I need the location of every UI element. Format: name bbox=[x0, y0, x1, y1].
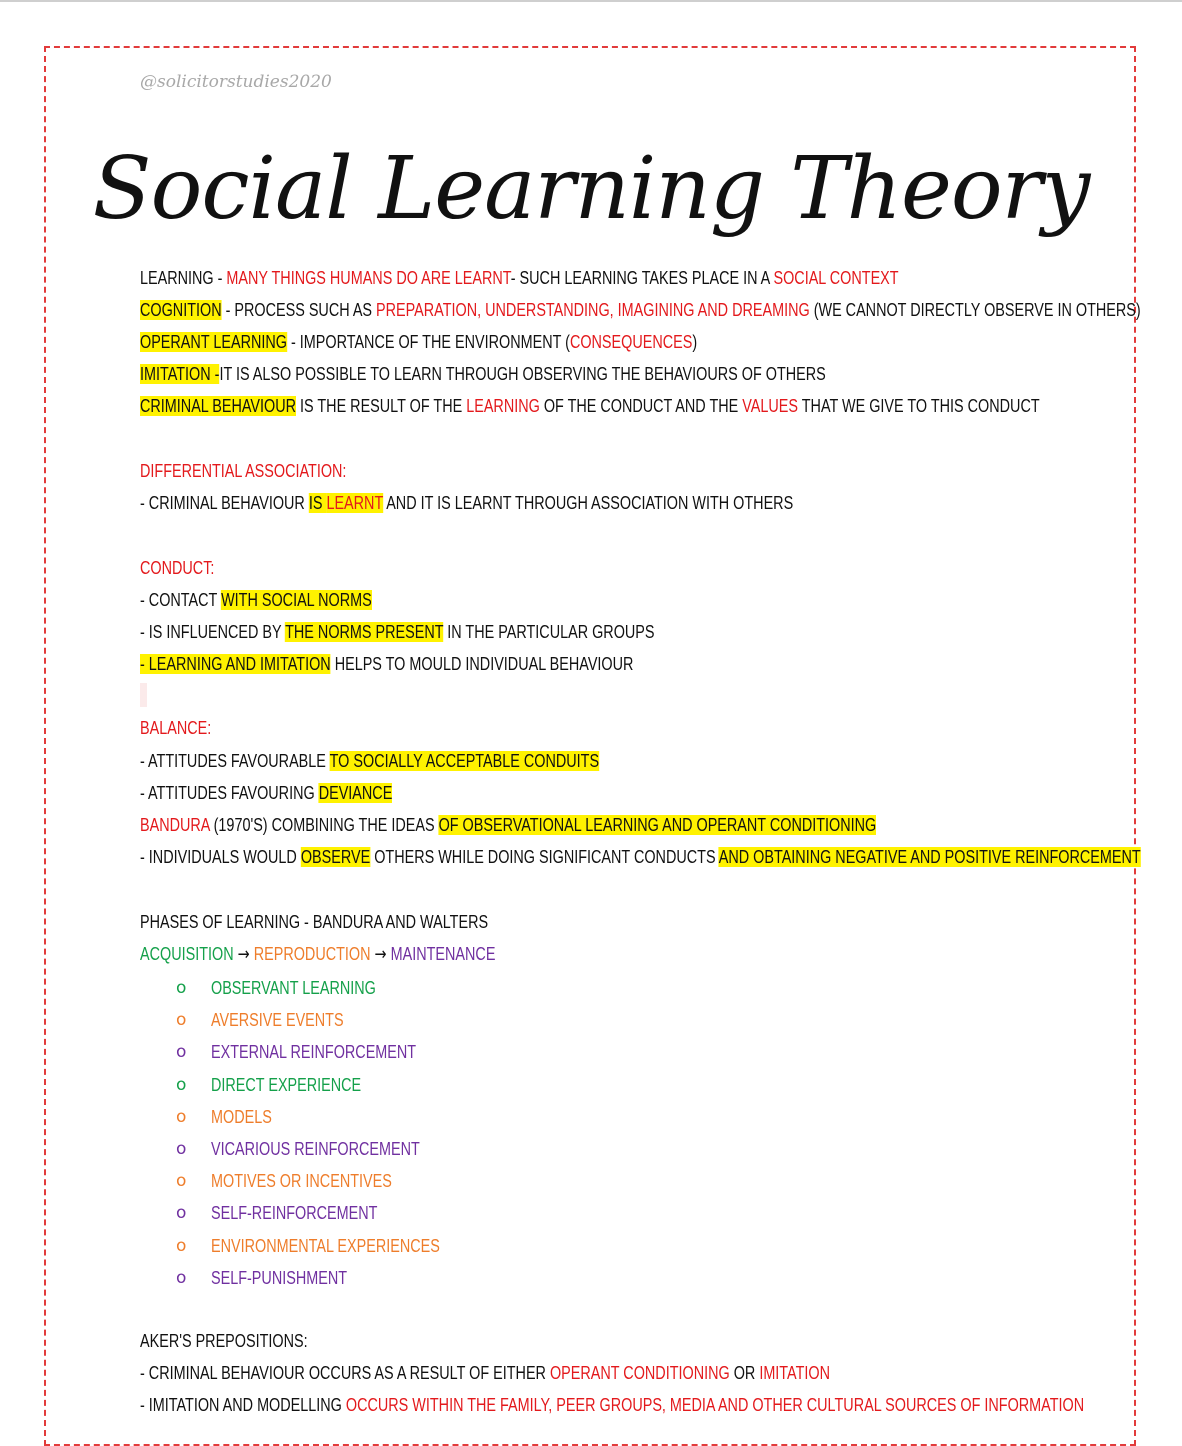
phase-list-item: EXTERNAL REINFORCEMENT bbox=[211, 1042, 417, 1062]
conduct-text-2a: - IS INFLUENCED BY bbox=[140, 622, 286, 642]
bullet-circle-icon: o bbox=[176, 1236, 187, 1256]
criminal-label: CRIMINAL BEHAVIOUR bbox=[140, 396, 297, 416]
phases-heading: PHASES OF LEARNING - BANDURA AND WALTERS bbox=[140, 912, 489, 932]
phase-list-item: DIRECT EXPERIENCE bbox=[211, 1075, 362, 1095]
bullet-circle-icon: o bbox=[176, 1139, 187, 1159]
conduct-heading: CONDUCT: bbox=[140, 558, 215, 578]
differential-hl-1: IS bbox=[308, 493, 327, 513]
phase-list-item: SELF-REINFORCEMENT bbox=[211, 1203, 378, 1223]
aker-line-1 bbox=[140, 1361, 830, 1385]
criminal-red-1: LEARNING bbox=[466, 396, 540, 416]
maintenance-label: MAINTENANCE bbox=[390, 944, 496, 964]
bandura-label: BANDURA bbox=[140, 815, 210, 835]
differential-hl-red: LEARNT bbox=[326, 493, 383, 513]
balance-hl-1: TO SOCIALLY ACCEPTABLE CONDUITS bbox=[329, 751, 600, 771]
differential-text-a: - CRIMINAL BEHAVIOUR bbox=[140, 493, 309, 513]
differential-text-b: AND IT IS LEARNT THROUGH ASSOCIATION WITH OTHERS bbox=[383, 493, 794, 513]
balance-text-1: - ATTITUDES FAVOURABLE bbox=[140, 751, 330, 771]
reproduction-label: REPRODUCTION bbox=[253, 944, 371, 964]
criminal-mid-1: IS THE RESULT OF THE bbox=[296, 396, 467, 416]
bullet-circle-icon: o bbox=[176, 1203, 187, 1223]
watermark: @solicitorstudies2020 bbox=[140, 72, 332, 92]
bullet-circle-icon: o bbox=[176, 1171, 187, 1191]
balance-line-2 bbox=[140, 781, 392, 805]
acquisition-label: ACQUISITION bbox=[140, 944, 234, 964]
balance-text-4a: - INDIVIDUALS WOULD bbox=[140, 847, 301, 867]
page-frame bbox=[44, 46, 1136, 1446]
balance-line-4 bbox=[140, 845, 1141, 869]
phase-list-item: OBSERVANT LEARNING bbox=[211, 978, 376, 998]
phase-list-item: AVERSIVE EVENTS bbox=[211, 1010, 344, 1030]
cursor-mark bbox=[140, 683, 147, 707]
balance-hl-2: DEVIANCE bbox=[318, 783, 393, 803]
imitation-text: IT IS ALSO POSSIBLE TO LEARN THROUGH OBSERVING THE BEHAVIOURS OF OTHERS bbox=[219, 364, 826, 384]
balance-line-1 bbox=[140, 749, 599, 773]
operant-end: ) bbox=[692, 332, 698, 352]
arrow-right-icon: → bbox=[237, 944, 250, 965]
cognition-red: PREPARATION, UNDERSTANDING, IMAGINING AND DREAMING bbox=[376, 300, 810, 320]
differential-line-1 bbox=[140, 491, 793, 515]
cognition-end: (WE CANNOT DIRECTLY OBSERVE IN OTHERS) bbox=[809, 300, 1141, 320]
criminal-end: THAT WE GIVE TO THIS CONDUCT bbox=[798, 396, 1040, 416]
bullet-circle-icon: o bbox=[176, 1107, 187, 1127]
bullet-circle-icon: o bbox=[176, 978, 187, 998]
arrow-right-icon: → bbox=[374, 944, 387, 965]
learning-line bbox=[140, 266, 899, 290]
balance-hl-3: OF OBSERVATIONAL LEARNING AND OPERANT CONDITIONING bbox=[438, 815, 877, 835]
conduct-text-1: - CONTACT bbox=[140, 590, 222, 610]
phase-list-item: VICARIOUS REINFORCEMENT bbox=[211, 1139, 420, 1159]
criminal-red-2: VALUES bbox=[742, 396, 799, 416]
criminal-mid-2: OF THE CONDUCT AND THE bbox=[539, 396, 743, 416]
aker-text-1b: OR bbox=[729, 1363, 760, 1383]
page-title: Social Learning Theory bbox=[92, 139, 1090, 239]
imitation-line bbox=[140, 362, 826, 386]
aker-red-1: OPERANT CONDITIONING bbox=[549, 1363, 730, 1383]
balance-hl-4b: AND OBTAINING NEGATIVE AND POSITIVE REINFORCEMENT bbox=[718, 847, 1141, 867]
learning-mid: - SUCH LEARNING TAKES PLACE IN A bbox=[510, 268, 774, 288]
conduct-text-2b: IN THE PARTICULAR GROUPS bbox=[443, 622, 655, 642]
balance-line-3 bbox=[140, 813, 876, 837]
learning-red-1: MANY THINGS HUMANS DO ARE LEARNT bbox=[226, 268, 511, 288]
phase-list-item: MOTIVES OR INCENTIVES bbox=[211, 1171, 392, 1191]
phases-flow bbox=[140, 942, 495, 967]
conduct-hl-1: WITH SOCIAL NORMS bbox=[221, 590, 372, 610]
balance-text-2: - ATTITUDES FAVOURING bbox=[140, 783, 319, 803]
bullet-circle-icon: o bbox=[176, 1075, 187, 1095]
conduct-line-3 bbox=[140, 652, 633, 676]
bullet-circle-icon: o bbox=[176, 1042, 187, 1062]
bullet-circle-icon: o bbox=[176, 1010, 187, 1030]
operant-red: CONSEQUENCES bbox=[569, 332, 693, 352]
cognition-mid: - PROCESS SUCH AS bbox=[221, 300, 377, 320]
operant-label: OPERANT LEARNING bbox=[140, 332, 287, 352]
top-border-line bbox=[0, 0, 1182, 2]
aker-red-3: OCCURS WITHIN THE FAMILY, PEER GROUPS, MEDIA AND OTHER CULTURAL SOURCES OF INFORMATION bbox=[345, 1395, 1085, 1415]
aker-text-2: - IMITATION AND MODELLING bbox=[140, 1395, 346, 1415]
aker-red-2: IMITATION bbox=[759, 1363, 830, 1383]
balance-text-4b: OTHERS WHILE DOING SIGNIFICANT CONDUCTS bbox=[370, 847, 719, 867]
conduct-hl-3: - LEARNING AND IMITATION bbox=[140, 654, 331, 674]
imitation-label: IMITATION - bbox=[140, 364, 220, 384]
aker-heading: AKER'S PREPOSITIONS: bbox=[140, 1331, 308, 1351]
conduct-line-2 bbox=[140, 620, 655, 644]
cognition-line bbox=[140, 298, 1141, 322]
conduct-hl-2: THE NORMS PRESENT bbox=[285, 622, 444, 642]
criminal-line bbox=[140, 394, 1040, 418]
aker-text-1a: - CRIMINAL BEHAVIOUR OCCURS AS A RESULT OF EITHER bbox=[140, 1363, 550, 1383]
operant-line bbox=[140, 330, 697, 354]
aker-line-2 bbox=[140, 1393, 1084, 1417]
balance-hl-4a: OBSERVE bbox=[300, 847, 371, 867]
phase-list-item: MODELS bbox=[211, 1107, 272, 1127]
phase-list-item: SELF-PUNISHMENT bbox=[211, 1268, 348, 1288]
differential-heading: DIFFERENTIAL ASSOCIATION: bbox=[140, 461, 347, 481]
cognition-label: COGNITION bbox=[140, 300, 222, 320]
phase-list-item: ENVIRONMENTAL EXPERIENCES bbox=[211, 1236, 440, 1256]
balance-heading: BALANCE: bbox=[140, 718, 212, 738]
operant-mid: - IMPORTANCE OF THE ENVIRONMENT ( bbox=[286, 332, 570, 352]
balance-text-3: (1970'S) COMBINING THE IDEAS bbox=[209, 815, 439, 835]
learning-label: LEARNING - bbox=[140, 268, 227, 288]
bullet-circle-icon: o bbox=[176, 1268, 187, 1288]
conduct-line-1 bbox=[140, 588, 372, 612]
learning-red-2: SOCIAL CONTEXT bbox=[773, 268, 899, 288]
conduct-text-3: HELPS TO MOULD INDIVIDUAL BEHAVIOUR bbox=[330, 654, 634, 674]
